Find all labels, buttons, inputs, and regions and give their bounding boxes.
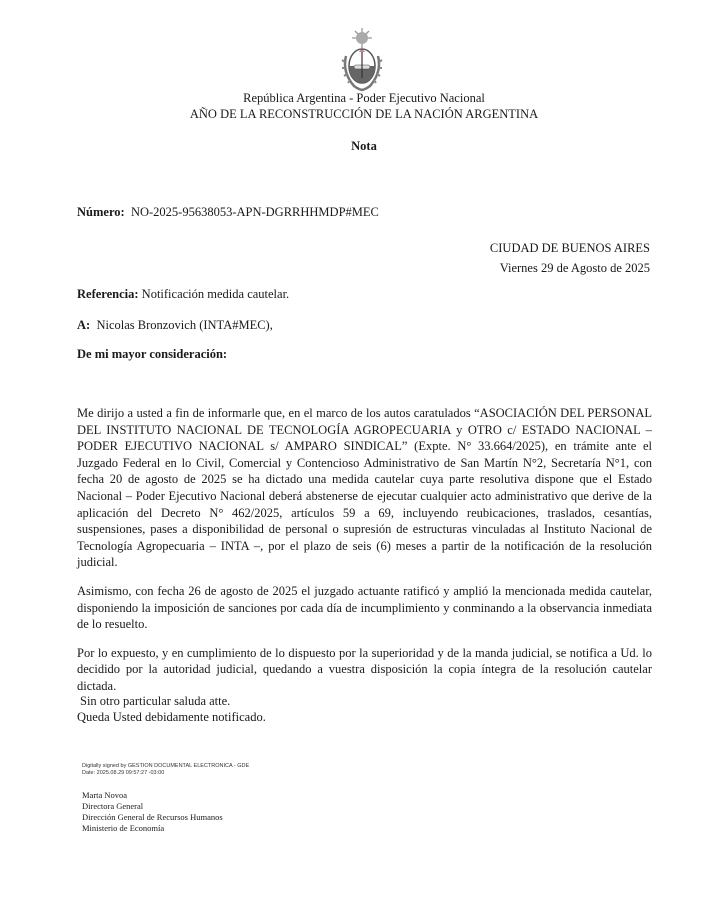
signer-department: Dirección General de Recursos Humanos <box>82 812 223 822</box>
body-paragraph-3: Por lo expuesto, y en cumplimiento de lo dispuesto por la superioridad y de la manda judicial, se notifica a Ud. lo decidido por la autoridad judicial, quedando a vuestra disposición la copia íntegra de la resolución cautelar dictada. <box>77 645 652 693</box>
signer-name: Marta Novoa <box>82 790 128 800</box>
national-coat-of-arms-icon <box>336 26 388 92</box>
digital-signature-line-2: Date: 2025.08.29 09:57:27 -03:00 <box>82 769 165 776</box>
reference-value: Notificación medida cautelar. <box>141 287 290 301</box>
closing-line: Sin otro particular saluda atte. <box>80 694 231 708</box>
digital-signature-stamp <box>82 763 249 776</box>
digital-signature-line-1: Digitally signed by GESTION DOCUMENTAL ELECTRONICA - GDE <box>82 763 250 769</box>
document-type: Nota <box>351 139 377 153</box>
body-paragraph-1: Me dirijo a usted a fin de informarle que, en el marco de los autos caratulados “ASOCIACIÓN DEL PERSONAL DEL INSTITUTO NACIONAL DE TECNOLOGÍA AGROPECUARIA y OTRO c/ ESTADO NACIONAL – PODER EJECUTIVO NACIONAL s/ AMPARO SINDICAL” (Expte. N° 33.664/2025), en trámite ante el Juzgado Federal en lo Civil, Comercial y Contencioso Administrativo de San Martín N°2, Secretaría N°1, con fecha 20 de agosto de 2025 se ha dictado una medida cautelar cuya parte resolutiva dispone que el Estado Nacional – Poder Ejecutivo Nacional deberá abstenerse de ejecutar cualquier acto administrativo que derive de la aplicación del Decreto N° 462/2025, artículos 59 a 69, incluyendo reubicaciones, traslados, cesantías, suspensiones, pases a disponibilidad de personal o supresión de estructuras vinculadas al Instituto Nacional de Tecnología Agropecuaria – INTA –, por el plazo de seis (6) meses a partir de la notificación de la resolución judicial. <box>77 406 652 570</box>
document-header <box>0 90 720 122</box>
document-number-value: NO-2025-95638053-APN-DGRRHHMDP#MEC <box>130 205 379 219</box>
document-date: Viernes 29 de Agosto de 2025 <box>499 261 650 275</box>
header-line-1: República Argentina - Poder Ejecutivo Nacional <box>243 91 485 105</box>
header-line-2: AÑO DE LA RECONSTRUCCIÓN DE LA NACIÓN ARGENTINA <box>189 107 539 121</box>
greeting: De mi mayor consideración: <box>77 347 228 361</box>
signer-title: Directora General <box>82 801 144 811</box>
document-number <box>77 205 379 220</box>
recipient-label: A: <box>77 318 91 332</box>
letter-body <box>77 405 652 737</box>
signer-ministry: Ministerio de Economía <box>82 823 165 833</box>
recipient-value: Nicolas Bronzovich (INTA#MEC), <box>96 318 273 332</box>
reference <box>77 287 289 302</box>
signer-block <box>82 790 223 834</box>
place-date <box>490 238 650 278</box>
body-paragraph-2: Asimismo, con fecha 26 de agosto de 2025 el juzgado actuante ratificó y amplió la mencionada medida cautelar, disponiendo la imposición de sanciones por cada día de incumplimiento y conminando a la observancia inmediata de lo resuelto. <box>77 583 652 632</box>
document-number-label: Número: <box>77 205 125 219</box>
recipient <box>77 318 273 333</box>
reference-label: Referencia: <box>77 287 139 301</box>
body-paragraph-4: Queda Usted debidamente notificado. <box>77 709 266 724</box>
document-place: CIUDAD DE BUENOS AIRES <box>489 241 650 255</box>
